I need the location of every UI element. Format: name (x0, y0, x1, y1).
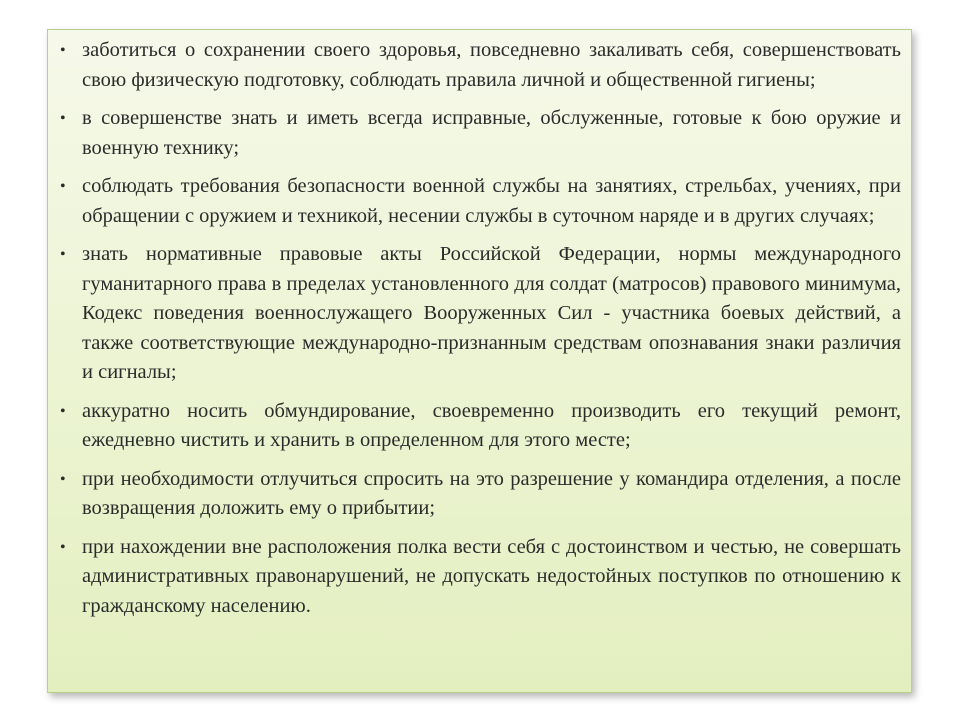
bullet-icon: • (60, 402, 66, 420)
content-panel (47, 29, 912, 693)
list-item (58, 104, 901, 163)
list-item (58, 172, 901, 231)
list-item-text: заботиться о сохранении своего здоровья, повседневно закаливать себя, совершенствовать свою физическую подготовку, соблюдать правила личной и общественной гигиены; (82, 39, 901, 91)
list-item-text: соблюдать требования безопасности военной службы на занятиях, стрельбах, учениях, при обращении с оружием и техникой, несении службы в суточном наряде и в других случаях; (82, 175, 901, 227)
bullet-icon: • (60, 470, 66, 488)
list-item (58, 36, 901, 95)
list-item (58, 533, 901, 622)
list-item (58, 240, 901, 388)
duties-list (58, 36, 901, 621)
bullet-icon: • (60, 110, 66, 127)
bullet-icon: • (60, 538, 66, 556)
list-item-text: при необходимости отлучиться спросить на это разрешение у командира отделения, а после возвращения доложить ему о прибытии; (82, 467, 901, 519)
bullet-icon: • (60, 246, 66, 263)
list-item-text: знать нормативные правовые акты Российской Федерации, нормы международного гуманитарного права в пределах установленного для солдат (матросов) правового минимума, Кодекс поведения военнослужащего Вооруженных Сил - участника боевых действий, а также соответствующие международно-признанным средствам опознавания знаки различия и сигналы; (82, 243, 901, 383)
list-item-text: при нахождении вне расположения полка вести себя с достоинством и честью, не совершать административных правонарушений, не допускать недостойных поступков по отношению к гражданскому населению. (82, 535, 901, 617)
bullet-icon: • (60, 42, 66, 59)
list-item-text: аккуратно носить обмундирование, своевременно производить его текущий ремонт, ежедневно чистить и хранить в определенном для этого месте; (82, 399, 901, 451)
list-item (58, 397, 901, 456)
bullet-icon: • (60, 178, 66, 195)
list-item (58, 465, 901, 524)
list-item-text: в совершенстве знать и иметь всегда исправные, обслуженные, готовые к бою оружие и военную технику; (82, 107, 901, 159)
